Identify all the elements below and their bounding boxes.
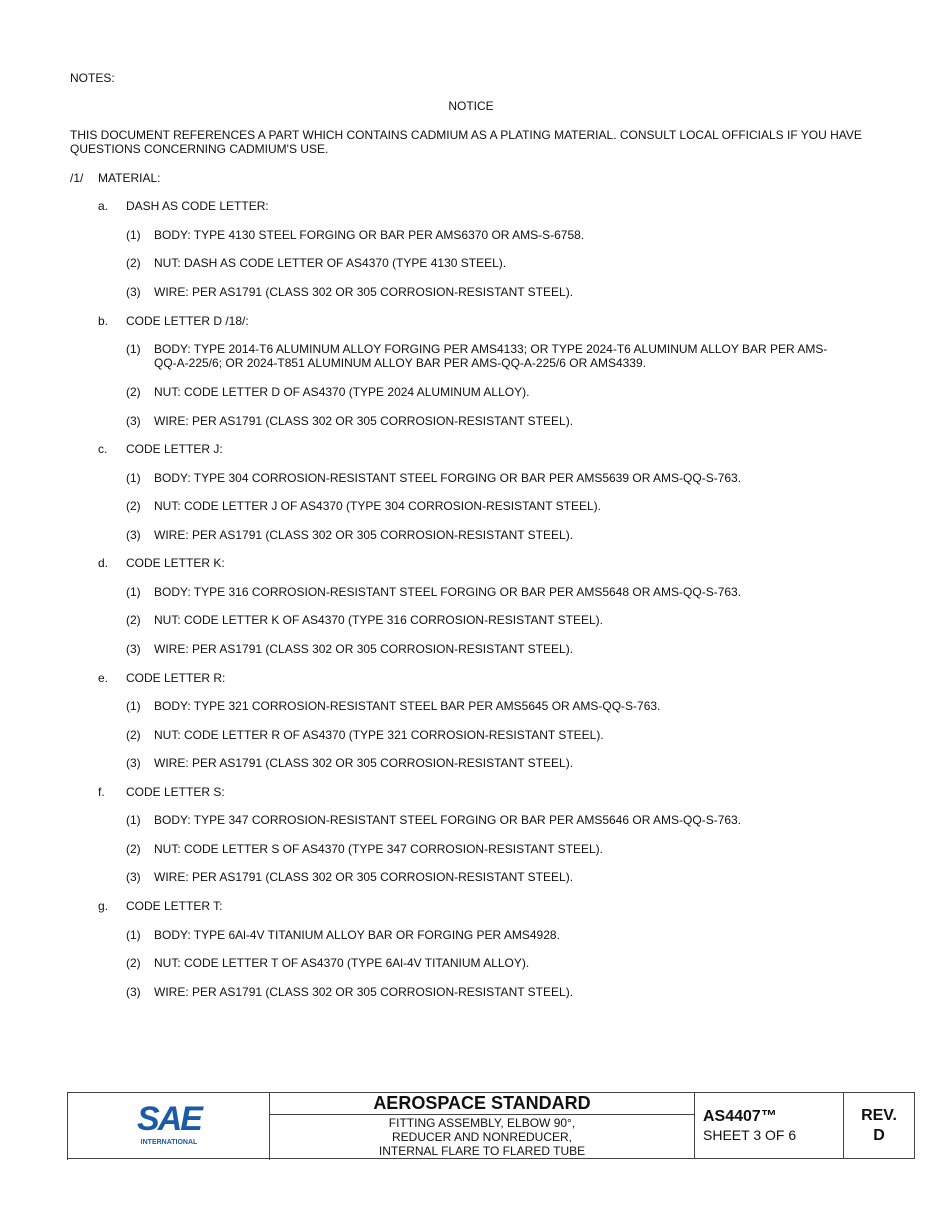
item-text: NUT: DASH AS CODE LETTER OF AS4370 (TYPE 4130 STEEL). — [154, 256, 507, 270]
item-number: (1) — [126, 585, 141, 599]
sae-logo-subtext: INTERNATIONAL — [140, 1139, 197, 1146]
logo-cell — [68, 1093, 270, 1159]
section-title: CODE LETTER D /18/: — [126, 314, 249, 328]
item-text: WIRE: PER AS1791 (CLASS 302 OR 305 CORROSION-RESISTANT STEEL). — [154, 756, 574, 770]
item-text: WIRE: PER AS1791 (CLASS 302 OR 305 CORROSION-RESISTANT STEEL). — [154, 414, 574, 428]
standard-title: AEROSPACE STANDARD — [270, 1093, 694, 1115]
description-line: INTERNAL FLARE TO FLARED TUBE — [378, 1144, 586, 1158]
title-description — [270, 1115, 694, 1158]
item-number: (1) — [126, 813, 141, 827]
material-label: MATERIAL: — [98, 171, 161, 185]
item-text: NUT: CODE LETTER R OF AS4370 (TYPE 321 CORROSION-RESISTANT STEEL). — [154, 728, 604, 742]
item-number: (2) — [126, 728, 141, 742]
notes-heading: NOTES: — [70, 71, 115, 85]
item-text: BODY: TYPE 6Al-4V TITANIUM ALLOY BAR OR FORGING PER AMS4928. — [154, 928, 560, 942]
section-title: CODE LETTER K: — [126, 556, 225, 570]
item-text: WIRE: PER AS1791 (CLASS 302 OR 305 CORROSION-RESISTANT STEEL). — [154, 642, 574, 656]
item-text: WIRE: PER AS1791 (CLASS 302 OR 305 CORROSION-RESISTANT STEEL). — [154, 285, 574, 299]
section-title: CODE LETTER T: — [126, 899, 223, 913]
item-text: BODY: TYPE 321 CORROSION-RESISTANT STEEL BAR PER AMS5645 OR AMS-QQ-S-763. — [154, 699, 661, 713]
item-number: (3) — [126, 414, 141, 428]
description-line: FITTING ASSEMBLY, ELBOW 90°, — [388, 1116, 576, 1130]
revision-value: D — [873, 1126, 885, 1144]
item-number: (3) — [126, 642, 141, 656]
item-number: (2) — [126, 613, 141, 627]
item-text: BODY: TYPE 316 CORROSION-RESISTANT STEEL FORGING OR BAR PER AMS5648 OR AMS-QQ-S-763. — [154, 585, 742, 599]
material-tag: /1/ — [70, 171, 84, 185]
section-letter: a. — [98, 199, 109, 213]
sae-logo — [129, 1100, 209, 1148]
description-line: REDUCER AND NONREDUCER, — [391, 1130, 573, 1144]
item-number: (2) — [126, 256, 141, 270]
doc-number-cell — [695, 1093, 844, 1159]
item-text: BODY: TYPE 2014-T6 ALUMINUM ALLOY FORGING PER AMS4133; OR TYPE 2024-T6 ALUMINUM ALLOY BAR PER AMS-QQ-A-225/6; OR 2024-T851 ALUMINUM ALLOY BAR PER AMS-QQ-A-225/6 OR AMS4339. — [154, 342, 828, 370]
item-text: WIRE: PER AS1791 (CLASS 302 OR 305 CORROSION-RESISTANT STEEL). — [154, 870, 574, 884]
sae-logo-mark: SAE — [136, 1100, 201, 1138]
section-title: CODE LETTER S: — [126, 785, 225, 799]
item-number: (3) — [126, 285, 141, 299]
document-number: AS4407™ — [703, 1107, 777, 1125]
section-title: DASH AS CODE LETTER: — [126, 199, 269, 213]
item-number: (2) — [126, 499, 141, 513]
item-text: BODY: TYPE 304 CORROSION-RESISTANT STEEL FORGING OR BAR PER AMS5639 OR AMS-QQ-S-763. — [154, 471, 742, 485]
item-text: NUT: CODE LETTER D OF AS4370 (TYPE 2024 ALUMINUM ALLOY). — [154, 385, 530, 399]
item-number: (2) — [126, 842, 141, 856]
item-number: (1) — [126, 699, 141, 713]
section-title: CODE LETTER J: — [126, 442, 223, 456]
item-text: BODY: TYPE 347 CORROSION-RESISTANT STEEL FORGING OR BAR PER AMS5646 OR AMS-QQ-S-763. — [154, 813, 742, 827]
item-text: NUT: CODE LETTER K OF AS4370 (TYPE 316 CORROSION-RESISTANT STEEL). — [154, 613, 603, 627]
section-letter: f. — [98, 785, 105, 799]
item-number: (3) — [126, 870, 141, 884]
item-number: (2) — [126, 385, 141, 399]
section-letter: b. — [98, 314, 109, 328]
item-text: BODY: TYPE 4130 STEEL FORGING OR BAR PER AMS6370 OR AMS-S-6758. — [154, 228, 585, 242]
revision-cell — [844, 1093, 915, 1159]
section-letter: c. — [98, 442, 108, 456]
description-cell — [270, 1093, 695, 1159]
item-text: NUT: CODE LETTER J OF AS4370 (TYPE 304 CORROSION-RESISTANT STEEL). — [154, 499, 601, 513]
item-number: (3) — [126, 985, 141, 999]
notice-text: THIS DOCUMENT REFERENCES A PART WHICH CONTAINS CADMIUM AS A PLATING MATERIAL. CONSULT LOCAL OFFICIALS IF YOU HAVE QUESTIONS CONCERNING CADMIUM'S USE. — [70, 128, 862, 156]
section-title: CODE LETTER R: — [126, 671, 226, 685]
section-letter: g. — [98, 899, 109, 913]
revision-label: REV. — [861, 1106, 897, 1124]
item-number: (3) — [126, 528, 141, 542]
item-number: (1) — [126, 228, 141, 242]
section-letter: d. — [98, 556, 109, 570]
notice-title: NOTICE — [448, 99, 494, 113]
item-number: (1) — [126, 342, 141, 356]
item-text: NUT: CODE LETTER T OF AS4370 (TYPE 6Al-4V TITANIUM ALLOY). — [154, 956, 530, 970]
title-block — [67, 1092, 915, 1159]
item-number: (3) — [126, 756, 141, 770]
item-number: (1) — [126, 471, 141, 485]
sheet-number: SHEET 3 OF 6 — [703, 1126, 797, 1143]
item-number: (2) — [126, 956, 141, 970]
item-text: NUT: CODE LETTER S OF AS4370 (TYPE 347 CORROSION-RESISTANT STEEL). — [154, 842, 603, 856]
item-number: (1) — [126, 928, 141, 942]
section-letter: e. — [98, 671, 109, 685]
item-text: WIRE: PER AS1791 (CLASS 302 OR 305 CORROSION-RESISTANT STEEL). — [154, 985, 574, 999]
item-text: WIRE: PER AS1791 (CLASS 302 OR 305 CORROSION-RESISTANT STEEL). — [154, 528, 574, 542]
